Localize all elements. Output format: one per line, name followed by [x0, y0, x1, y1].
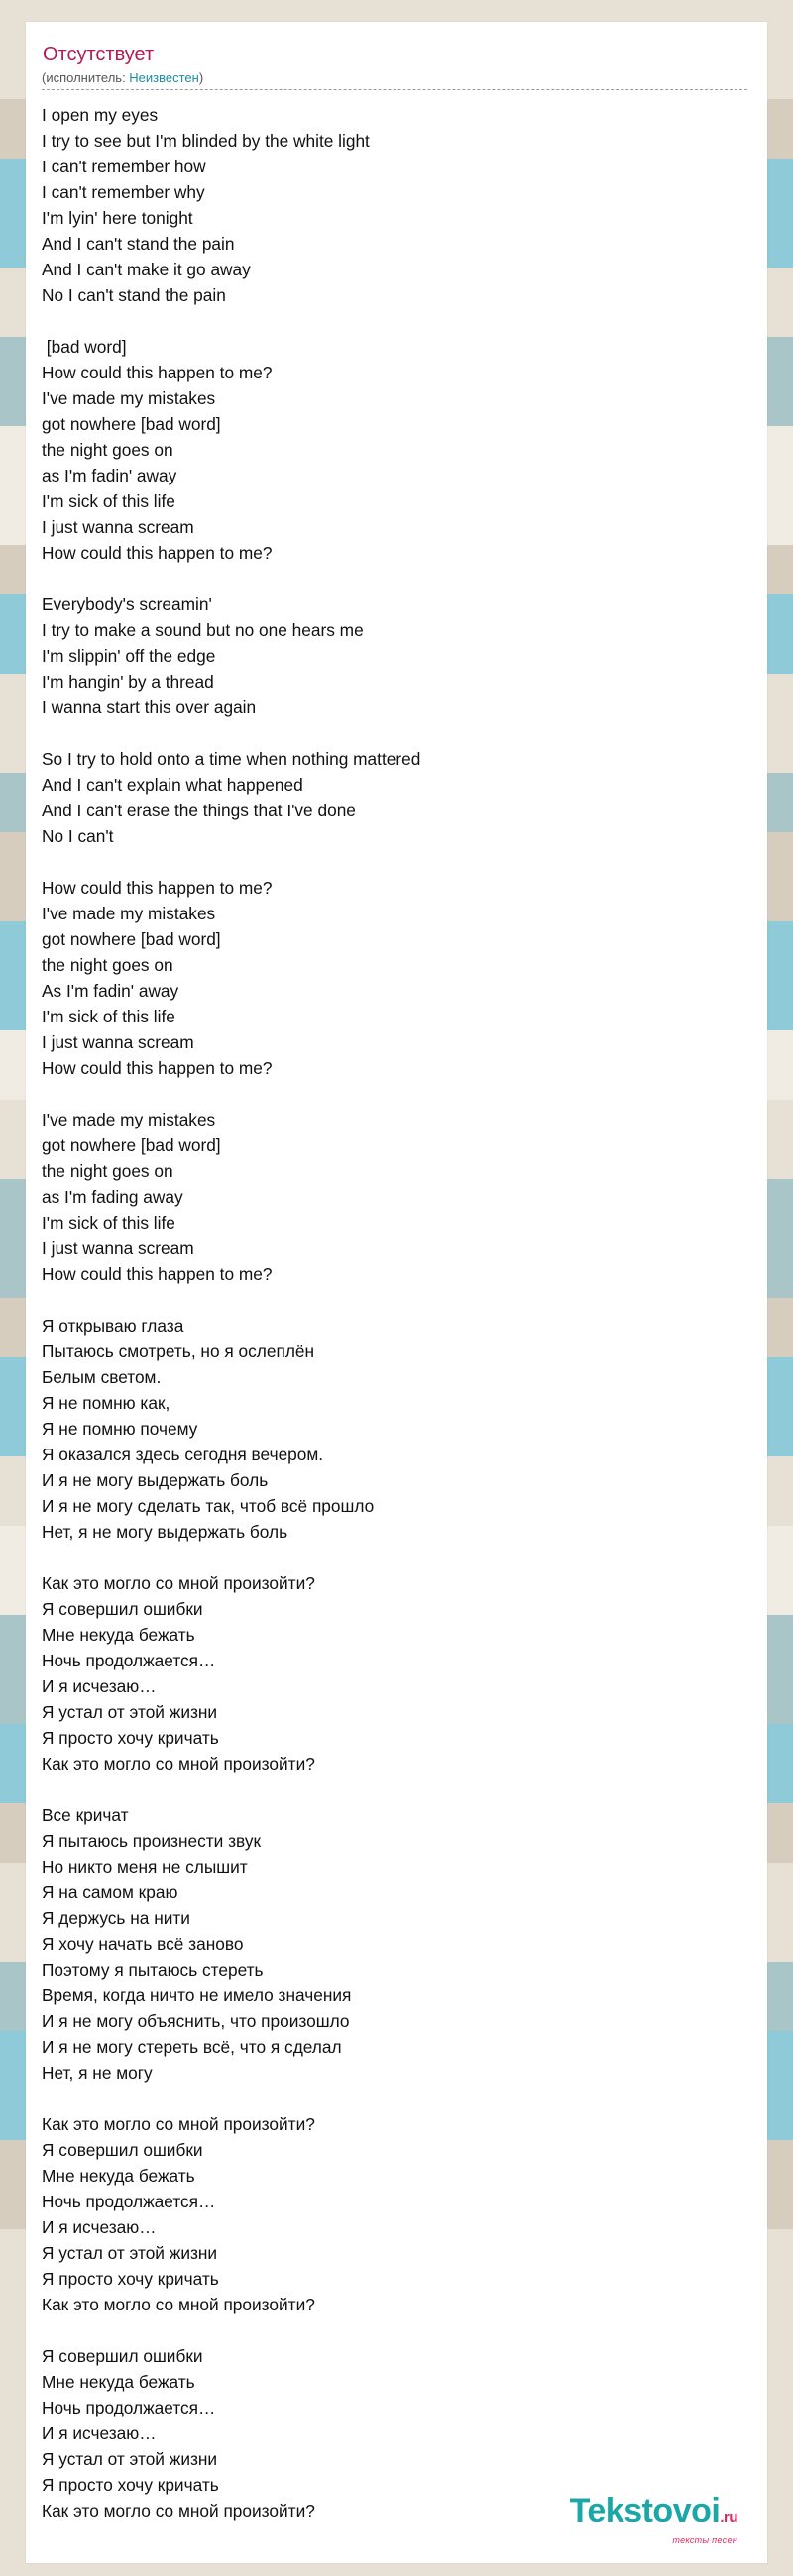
lyrics-line: И я не могу стереть всё, что я сделал — [42, 2037, 342, 2057]
lyrics-line: И я исчезаю… — [42, 2217, 157, 2237]
lyrics-line: Я устал от этой жизни — [42, 2243, 218, 2263]
site-logo[interactable] — [570, 2494, 737, 2545]
lyrics-line: И я не могу сделать так, чтоб всё прошло — [42, 1496, 375, 1516]
lyrics-line: I can't remember why — [42, 182, 205, 202]
lyrics-stanza — [42, 1107, 736, 1287]
lyrics-line: Я держусь на нити — [42, 1908, 190, 1928]
lyrics-line: I've made my mistakes — [42, 904, 216, 923]
lyrics-line: И я исчезаю… — [42, 1676, 157, 1696]
lyrics-line: the night goes on — [42, 955, 173, 975]
lyrics-line: Ночь продолжается… — [42, 2192, 216, 2211]
lyrics-line: No I can't stand the pain — [42, 285, 226, 305]
lyrics-line: And I can't stand the pain — [42, 234, 235, 254]
lyrics-line: As I'm fadin' away — [42, 981, 179, 1001]
lyrics-line: I'm sick of this life — [42, 491, 175, 511]
artist-link[interactable]: Неизвестен — [129, 70, 199, 85]
lyrics-line: И я не могу выдержать боль — [42, 1470, 269, 1490]
lyrics-line: I've made my mistakes — [42, 1110, 216, 1129]
lyrics-stanza — [42, 2111, 736, 2317]
lyrics-line: I can't remember how — [42, 157, 206, 176]
lyrics-line: Белым светом. — [42, 1367, 162, 1387]
lyrics-line: How could this happen to me? — [42, 363, 273, 382]
lyrics-line: got nowhere [bad word] — [42, 414, 221, 434]
lyrics-line: So I try to hold onto a time when nothing mattered — [42, 749, 421, 769]
lyrics-line: And I can't erase the things that I've done — [42, 801, 356, 820]
lyrics-line: I've made my mistakes — [42, 388, 216, 408]
lyrics-line: got nowhere [bad word] — [42, 929, 221, 949]
artist-line — [42, 70, 203, 86]
lyrics-line: I'm slippin' off the edge — [42, 646, 216, 666]
lyrics-card — [26, 22, 767, 2563]
title-divider — [42, 89, 747, 90]
lyrics-line: Мне некуда бежать — [42, 2166, 195, 2186]
lyrics-stanza — [42, 102, 736, 308]
lyrics-line: I try to see but I'm blinded by the white light — [42, 131, 370, 151]
lyrics-line: Ночь продолжается… — [42, 2398, 216, 2417]
lyrics-line: I just wanna scream — [42, 1032, 194, 1052]
lyrics-line: Как это могло со мной произойти? — [42, 1573, 315, 1593]
lyrics-line: Как это могло со мной произойти? — [42, 2295, 315, 2314]
lyrics-line: I just wanna scream — [42, 1238, 194, 1258]
lyrics-line: Я не помню почему — [42, 1419, 198, 1439]
lyrics-line: How could this happen to me? — [42, 1058, 273, 1078]
lyrics-stanza — [42, 1570, 736, 1776]
lyrics-line: Я пытаюсь произнести звук — [42, 1831, 262, 1851]
lyrics-line: Мне некуда бежать — [42, 1625, 195, 1645]
lyrics-line: Я просто хочу кричать — [42, 2269, 219, 2289]
lyrics-line: I'm hangin' by a thread — [42, 672, 214, 692]
lyrics-line: I just wanna scream — [42, 517, 194, 537]
lyrics-line: I wanna start this over again — [42, 698, 257, 717]
lyrics-line: Я оказался здесь сегодня вечером. — [42, 1445, 324, 1464]
artist-prefix: (исполнитель: — [42, 70, 130, 85]
lyrics-line: Время, когда ничто не имело значения — [42, 1986, 352, 2005]
lyrics-line: Как это могло со мной произойти? — [42, 2501, 315, 2521]
lyrics-line: Поэтому я пытаюсь стереть — [42, 1960, 264, 1980]
lyrics-stanza — [42, 591, 736, 720]
lyrics-line: the night goes on — [42, 440, 173, 460]
lyrics-line: Я совершил ошибки — [42, 2140, 203, 2160]
logo-name: Tekstovoi — [569, 2492, 721, 2529]
lyrics-line: got nowhere [bad word] — [42, 1135, 221, 1155]
lyrics-line: Я открываю глаза — [42, 1316, 184, 1336]
lyrics-stanza — [42, 746, 736, 849]
lyrics-line: Пытаюсь смотреть, но я ослеплён — [42, 1342, 315, 1361]
lyrics-line: И я не могу объяснить, что произошло — [42, 2011, 350, 2031]
lyrics-line: Ночь продолжается… — [42, 1651, 216, 1670]
lyrics-line: I try to make a sound but no one hears me — [42, 620, 364, 640]
lyrics-line: How could this happen to me? — [42, 1264, 273, 1284]
lyrics-line: Как это могло со мной произойти? — [42, 1754, 315, 1773]
lyrics-line: I'm sick of this life — [42, 1007, 175, 1026]
logo-tagline: тексты песен — [672, 2535, 737, 2545]
lyrics-line: as I'm fading away — [42, 1187, 183, 1207]
lyrics-line: Мне некуда бежать — [42, 2372, 195, 2392]
lyrics-line: [bad word] — [42, 337, 127, 357]
lyrics-line: Я просто хочу кричать — [42, 2475, 219, 2495]
lyrics-line: Как это могло со мной произойти? — [42, 2114, 315, 2134]
artist-suffix: ) — [198, 70, 204, 85]
lyrics-stanza — [42, 1313, 736, 1545]
lyrics-line: I'm sick of this life — [42, 1213, 175, 1233]
lyrics-line: as I'm fadin' away — [42, 466, 177, 485]
lyrics-line: And I can't explain what happened — [42, 775, 303, 795]
lyrics-text — [42, 102, 736, 2549]
lyrics-line: No I can't — [42, 826, 114, 846]
lyrics-line: Нет, я не могу выдержать боль — [42, 1522, 288, 1542]
lyrics-line: Я просто хочу кричать — [42, 1728, 219, 1748]
lyrics-line: Я совершил ошибки — [42, 1599, 203, 1619]
lyrics-line: Но никто меня не слышит — [42, 1857, 248, 1877]
lyrics-line: Я совершил ошибки — [42, 2346, 203, 2366]
logo-tld: .ru — [720, 2509, 737, 2525]
lyrics-stanza — [42, 334, 736, 566]
lyrics-line: Я устал от этой жизни — [42, 2449, 218, 2469]
lyrics-line: the night goes on — [42, 1161, 173, 1181]
lyrics-line: Я хочу начать всё заново — [42, 1934, 244, 1954]
lyrics-line: How could this happen to me? — [42, 543, 273, 563]
lyrics-line: Все кричат — [42, 1805, 129, 1825]
lyrics-line: And I can't make it go away — [42, 260, 251, 279]
song-title: Отсутствует — [43, 44, 155, 65]
lyrics-line: How could this happen to me? — [42, 878, 273, 898]
lyrics-line: Нет, я не могу — [42, 2063, 153, 2083]
lyrics-stanza — [42, 1802, 736, 2086]
lyrics-line: Я не помню как, — [42, 1393, 170, 1413]
lyrics-line: I open my eyes — [42, 105, 159, 125]
lyrics-line: I'm lyin' here tonight — [42, 208, 193, 228]
lyrics-line: Everybody's screamin' — [42, 594, 212, 614]
lyrics-stanza — [42, 875, 736, 1081]
lyrics-line: Я устал от этой жизни — [42, 1702, 218, 1722]
lyrics-line: Я на самом краю — [42, 1882, 178, 1902]
lyrics-line: И я исчезаю… — [42, 2423, 157, 2443]
